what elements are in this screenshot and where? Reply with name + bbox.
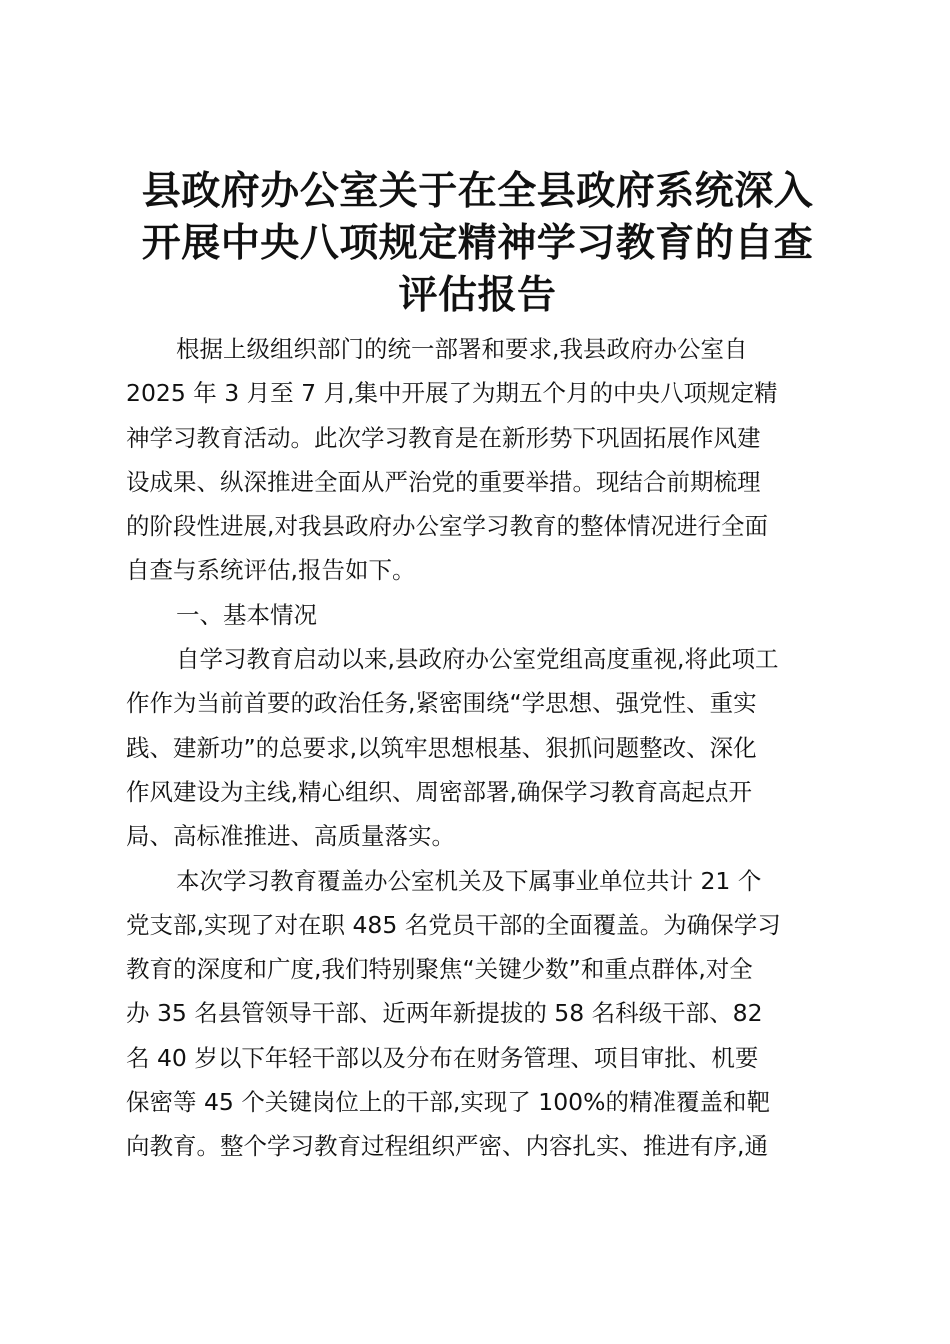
text-line: 根据上级组织部门的统一部署和要求,我县政府办公室自 — [176, 335, 748, 363]
text-line: 教育的深度和广度,我们特别聚焦“关键少数”和重点群体,对全 — [126, 955, 753, 984]
paragraph-intro — [126, 327, 832, 593]
document-title — [120, 166, 835, 322]
paragraph-coverage — [126, 859, 832, 1169]
title-line: 评估报告 — [398, 273, 557, 318]
section-heading — [126, 593, 832, 637]
text-line: 作风建设为主线,精心组织、周密部署,确保学习教育高起点开 — [126, 777, 752, 806]
text-line: 向教育。整个学习教育过程组织严密、内容扎实、推进有序,通 — [126, 1132, 768, 1161]
text-line: 本次学习教育覆盖办公室机关及下属事业单位共计 21 个 — [176, 866, 762, 895]
text-line: 神学习教育活动。此次学习教育是在新形势下巩固拓展作风建 — [126, 423, 761, 452]
text-line: 局、高标准推进、高质量落实。 — [126, 822, 455, 851]
document-body — [126, 327, 832, 1169]
title-line: 开展中央八项规定精神学习教育的自查 — [141, 221, 814, 266]
text-line: 设成果、纵深推进全面从严治党的重要举措。现结合前期梳理 — [126, 467, 761, 496]
paragraph-overview — [126, 637, 832, 858]
text-line: 名 40 岁以下年轻干部以及分布在财务管理、项目审批、机要 — [126, 1043, 759, 1072]
text-line: 办 35 名县管领导干部、近两年新提拔的 58 名科级干部、82 — [126, 999, 763, 1028]
text-line: 践、建新功”的总要求,以筑牢思想根基、狠抓问题整改、深化 — [126, 733, 757, 762]
section-heading-text: 一、基本情况 — [176, 600, 317, 629]
title-line: 县政府办公室关于在全县政府系统深入 — [141, 169, 814, 214]
text-line: 自学习教育启动以来,县政府办公室党组高度重视,将此项工 — [176, 645, 779, 674]
text-line: 党支部,实现了对在职 485 名党员干部的全面覆盖。为确保学习 — [126, 910, 781, 939]
text-line: 保密等 45 个关键岗位上的干部,实现了 100%的精准覆盖和靶 — [126, 1088, 770, 1117]
text-line: 2025 年 3 月至 7 月,集中开展了为期五个月的中央八项规定精 — [126, 379, 778, 408]
text-line: 作作为当前首要的政治任务,紧密围绕“学思想、强党性、重实 — [126, 689, 757, 718]
text-line: 的阶段性进展,对我县政府办公室学习教育的整体情况进行全面 — [126, 512, 768, 541]
text-line: 自查与系统评估,报告如下。 — [126, 556, 416, 585]
